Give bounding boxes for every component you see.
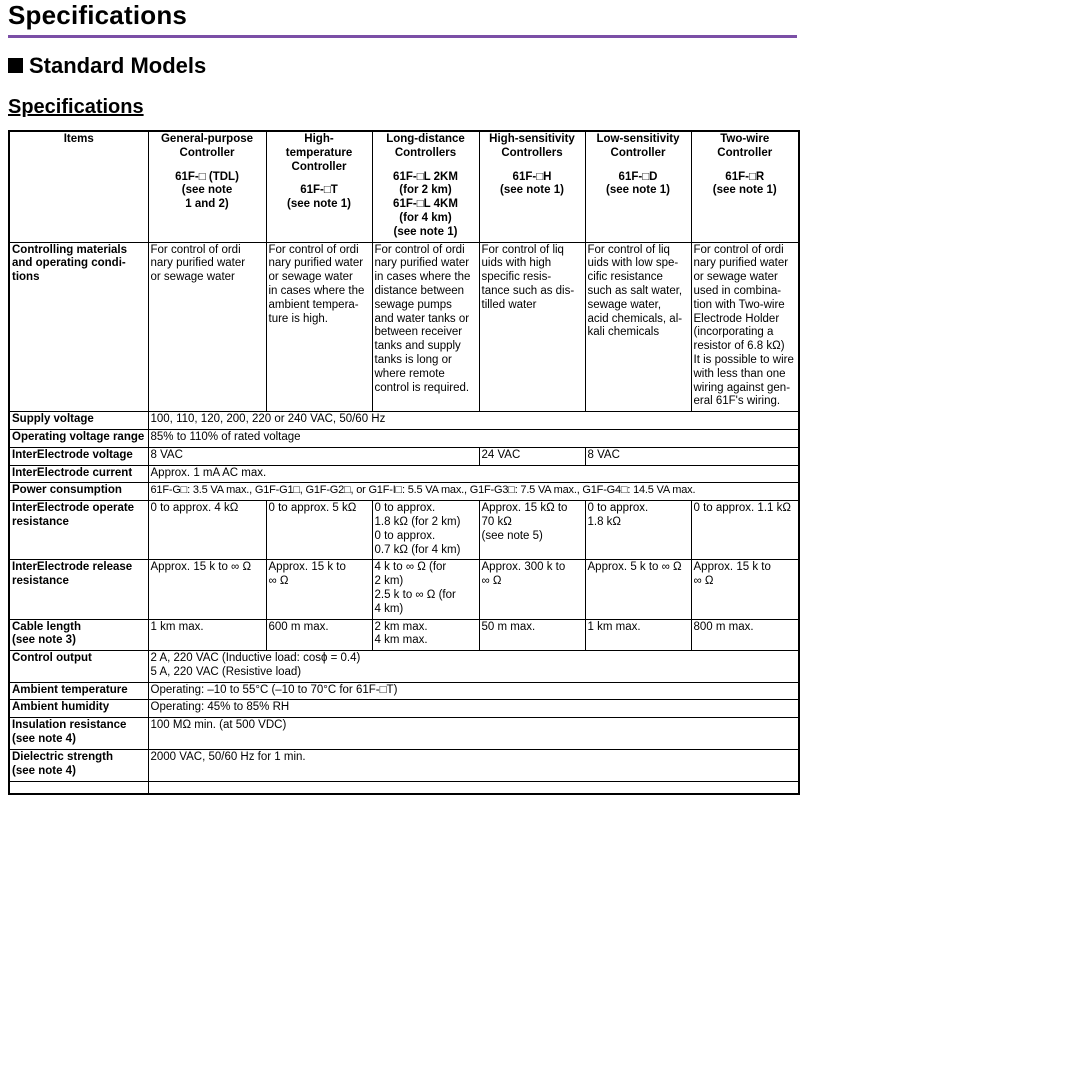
header-general-purpose — [148, 131, 266, 242]
table-row — [9, 718, 799, 750]
section-heading — [8, 53, 206, 79]
header-name: General-purpose Controller — [160, 133, 254, 159]
header-low-sensitivity — [585, 131, 691, 242]
table-cell: 0 to approx. 5 kΩ — [266, 501, 372, 560]
table-cell: 8 VAC — [148, 447, 479, 465]
table-cell: For control of liq uids with high specific resis- tance such as dis- tilled water — [479, 242, 585, 412]
row-label: Insulation resistance (see note 4) — [9, 718, 148, 750]
table-cell: For control of ordi nary purified water in cases where the distance between sewage pumps and water tanks or between receiver tanks and supply tanks is long or where remote control is required. — [372, 242, 479, 412]
table-cell: 0 to approx. 1.8 kΩ — [585, 501, 691, 560]
row-label: Ambient temperature — [9, 682, 148, 700]
table-row — [9, 242, 799, 412]
table-row — [9, 651, 799, 683]
table-cell: For control of liq uids with low spe- cific resistance such as salt water, sewage water, acid chemicals, al- kali chemicals — [585, 242, 691, 412]
square-bullet-icon — [8, 58, 23, 73]
table-cell: Approx. 15 kΩ to 70 kΩ (see note 5) — [479, 501, 585, 560]
specifications-table — [8, 130, 800, 795]
header-name: High- temperature Controller — [285, 133, 353, 173]
table-row — [9, 429, 799, 447]
table-cell: Operating: –10 to 55°C (–10 to 70°C for 61F-□T) — [148, 682, 799, 700]
row-label: Cable length (see note 3) — [9, 619, 148, 651]
table-cell: 8 VAC — [585, 447, 799, 465]
header-model: 61F-□ (TDL) (see note 1 and 2) — [175, 170, 239, 211]
header-model: 61F-□R (see note 1) — [712, 170, 777, 197]
row-label: InterElectrode current — [9, 465, 148, 483]
row-label: Ambient humidity — [9, 700, 148, 718]
row-label: Power consumption — [9, 483, 148, 501]
table-cell: 600 m max. — [266, 619, 372, 651]
table-cell: For control of ordi nary purified water or sewage water in cases where the ambient tempera- ture is high. — [266, 242, 372, 412]
table-cell: 0 to approx. 1.1 kΩ — [691, 501, 799, 560]
table-row — [9, 682, 799, 700]
table-row — [9, 619, 799, 651]
row-label: Dielectric strength (see note 4) — [9, 749, 148, 781]
table-row-continuation — [9, 781, 799, 794]
table-header-row — [9, 131, 799, 242]
row-label: Controlling materials and operating condi- tions — [9, 242, 148, 412]
header-name: Low-sensitivity Controller — [596, 133, 680, 159]
subsection-heading: Specifications — [8, 96, 144, 118]
header-name: High-sensitivity Controllers — [489, 133, 575, 159]
row-label: InterElectrode operate resistance — [9, 501, 148, 560]
table-cell: For control of ordi nary purified water or sewage water used in combina- tion with Two-wire Electrode Holder (incorporating a resistor of 6.8 kΩ) It is possible to wire with less than one wiring against gen- eral 61F's wiring. — [691, 242, 799, 412]
table-cell: 50 m max. — [479, 619, 585, 651]
table-row — [9, 560, 799, 619]
table-cell: Approx. 300 k to ∞ Ω — [479, 560, 585, 619]
row-label: Supply voltage — [9, 412, 148, 430]
table-row — [9, 465, 799, 483]
header-high-sensitivity — [479, 131, 585, 242]
table-row — [9, 483, 799, 501]
header-long-distance — [372, 131, 479, 242]
page-title: Specifications — [8, 0, 188, 30]
table-cell: 2 km max. 4 km max. — [372, 619, 479, 651]
table-row — [9, 700, 799, 718]
table-row — [9, 501, 799, 560]
header-name: Two-wire Controller — [717, 133, 773, 159]
table-cell: Operating: 45% to 85% RH — [148, 700, 799, 718]
table-cell: 1 km max. — [585, 619, 691, 651]
table-cell: 100, 110, 120, 200, 220 or 240 VAC, 50/60 Hz — [148, 412, 799, 430]
table-row — [9, 447, 799, 465]
header-model: 61F-□H (see note 1) — [500, 170, 564, 197]
section-heading-text: Standard Models — [29, 53, 207, 78]
row-label: InterElectrode release resistance — [9, 560, 148, 619]
row-label: Operating voltage range — [9, 429, 148, 447]
header-model: 61F-□D (see note 1) — [606, 170, 670, 197]
table-row — [9, 412, 799, 430]
table-cell — [9, 781, 148, 794]
table-cell: 2 A, 220 VAC (Inductive load: cosϕ = 0.4) 5 A, 220 VAC (Resistive load) — [148, 651, 799, 683]
table-cell: Approx. 1 mA AC max. — [148, 465, 799, 483]
table-cell: 800 m max. — [691, 619, 799, 651]
table-cell: Approx. 5 k to ∞ Ω — [585, 560, 691, 619]
table-row — [9, 749, 799, 781]
header-high-temperature — [266, 131, 372, 242]
row-label: Control output — [9, 651, 148, 683]
table-cell: For control of ordi nary purified water or sewage water — [148, 242, 266, 412]
table-cell: 1 km max. — [148, 619, 266, 651]
title-divider — [8, 35, 797, 38]
header-model: 61F-□L 2KM (for 2 km) 61F-□L 4KM (for 4 km) (see note 1) — [393, 170, 458, 238]
header-name: Long-distance Controllers — [386, 133, 465, 159]
table-cell — [148, 781, 799, 794]
table-cell: Approx. 15 k to ∞ Ω — [266, 560, 372, 619]
table-cell: 0 to approx. 1.8 kΩ (for 2 km) 0 to approx. 0.7 kΩ (for 4 km) — [372, 501, 479, 560]
table-cell: 4 k to ∞ Ω (for 2 km) 2.5 k to ∞ Ω (for 4 km) — [372, 560, 479, 619]
table-cell: 0 to approx. 4 kΩ — [148, 501, 266, 560]
table-cell: Approx. 15 k to ∞ Ω — [148, 560, 266, 619]
header-model: 61F-□T (see note 1) — [287, 184, 351, 211]
table-cell: 85% to 110% of rated voltage — [148, 429, 799, 447]
row-label: InterElectrode voltage — [9, 447, 148, 465]
table-cell: Approx. 15 k to ∞ Ω — [691, 560, 799, 619]
table-cell: 24 VAC — [479, 447, 585, 465]
table-cell: 2000 VAC, 50/60 Hz for 1 min. — [148, 749, 799, 781]
table-cell: 61F-G□: 3.5 VA max., G1F-G1□, G1F-G2□, or G1F-I□: 5.5 VA max., G1F-G3□: 7.5 VA max., G1F-G4□: 14.5 VA max. — [148, 483, 799, 501]
table-cell: 100 MΩ min. (at 500 VDC) — [148, 718, 799, 750]
header-items: Items — [9, 131, 148, 242]
header-two-wire — [691, 131, 799, 242]
